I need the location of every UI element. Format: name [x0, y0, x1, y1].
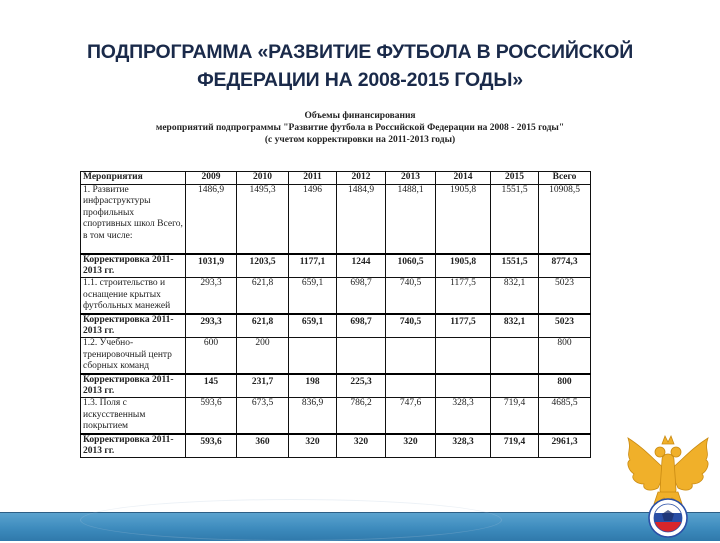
row-label: Корректировка 2011-2013 гг.: [81, 434, 186, 458]
cell-2009: 1031,9: [186, 254, 237, 278]
caption-line-2: мероприятий подпрограммы "Развитие футбола в Российской Федерации на 2008 - 2015 годы": [155, 123, 565, 133]
cell-2010: 621,8: [237, 314, 289, 338]
cell-2015: 832,1: [491, 314, 539, 338]
cell-2009: 293,3: [186, 278, 237, 314]
row-label: 1.2. Учебно-тренировочный центр сборных команд: [81, 338, 186, 374]
cell-2015: [491, 338, 539, 374]
cell-2014: 328,3: [436, 434, 491, 458]
cell-total: 10908,5: [539, 185, 591, 254]
slide-title-line-2: ФЕДЕРАЦИИ НА 2008-2015 ГОДЫ»: [197, 69, 523, 91]
cell-2009: 1486,9: [186, 185, 237, 254]
cell-2015: [491, 374, 539, 398]
cell-2014: 1177,5: [436, 278, 491, 314]
header-2009: 2009: [186, 172, 237, 185]
cell-2011: [289, 338, 337, 374]
header-2012: 2012: [337, 172, 386, 185]
cell-2014: [436, 338, 491, 374]
cell-2011: 198: [289, 374, 337, 398]
table-header-row: [81, 172, 591, 185]
table-row: [81, 338, 591, 374]
cell-2009: 593,6: [186, 434, 237, 458]
cell-2012: 698,7: [337, 314, 386, 338]
cell-2012: 320: [337, 434, 386, 458]
row-label: Корректировка 2011-2013 гг.: [81, 374, 186, 398]
cell-total: 800: [539, 374, 591, 398]
cell-2013: [386, 374, 436, 398]
cell-2009: 593,6: [186, 398, 237, 434]
cell-2013: 1060,5: [386, 254, 436, 278]
cell-2010: 200: [237, 338, 289, 374]
table-row-correction: [81, 254, 591, 278]
cell-2011: 320: [289, 434, 337, 458]
cell-2010: 1203,5: [237, 254, 289, 278]
cell-total: 5023: [539, 314, 591, 338]
cell-2013: 320: [386, 434, 436, 458]
cell-2014: 1905,8: [436, 185, 491, 254]
header-total: Всего: [539, 172, 591, 185]
cell-2014: 328,3: [436, 398, 491, 434]
footer-swoosh-decoration: [80, 499, 502, 541]
financing-table: [80, 171, 591, 458]
row-label: Корректировка 2011-2013 гг.: [81, 254, 186, 278]
cell-2012: 786,2: [337, 398, 386, 434]
cell-2010: 621,8: [237, 278, 289, 314]
cell-2015: 832,1: [491, 278, 539, 314]
cell-2015: 719,4: [491, 398, 539, 434]
cell-2013: [386, 338, 436, 374]
table-row-correction: [81, 314, 591, 338]
cell-2010: 231,7: [237, 374, 289, 398]
cell-2011: 1177,1: [289, 254, 337, 278]
cell-2013: 740,5: [386, 278, 436, 314]
header-2014: 2014: [436, 172, 491, 185]
cell-2012: 1484,9: [337, 185, 386, 254]
cell-2014: 1905,8: [436, 254, 491, 278]
cell-total: 2961,3: [539, 434, 591, 458]
cell-2012: [337, 338, 386, 374]
cell-2012: 698,7: [337, 278, 386, 314]
table-row-correction: [81, 374, 591, 398]
cell-2009: 145: [186, 374, 237, 398]
cell-2010: 673,5: [237, 398, 289, 434]
header-2010: 2010: [237, 172, 289, 185]
caption-line-1: Объемы финансирования: [304, 111, 416, 121]
cell-2011: 836,9: [289, 398, 337, 434]
cell-2011: 659,1: [289, 278, 337, 314]
cell-2015: 719,4: [491, 434, 539, 458]
row-label: 1.3. Поля с искусственным покрытием: [81, 398, 186, 434]
footer-band: [0, 512, 720, 541]
table-row: [81, 185, 591, 254]
rfs-emblem-icon: [618, 430, 718, 538]
caption-line-3: (с учетом корректировки на 2011-2013 годы): [264, 135, 456, 145]
header-2011: 2011: [289, 172, 337, 185]
cell-2013: 747,6: [386, 398, 436, 434]
header-events: Мероприятия: [81, 172, 186, 185]
table-row: [81, 278, 591, 314]
cell-2010: 360: [237, 434, 289, 458]
table-row-correction: [81, 434, 591, 458]
cell-2012: 1244: [337, 254, 386, 278]
cell-2015: 1551,5: [491, 254, 539, 278]
header-2015: 2015: [491, 172, 539, 185]
row-label: 1. Развитие инфраструктуры профильных спортивных школ Всего, в том числе:: [81, 185, 186, 254]
row-label: Корректировка 2011-2013 гг.: [81, 314, 186, 338]
cell-total: 4685,5: [539, 398, 591, 434]
cell-2009: 293,3: [186, 314, 237, 338]
slide-title: [0, 38, 720, 94]
cell-2011: 659,1: [289, 314, 337, 338]
cell-2011: 1496: [289, 185, 337, 254]
cell-total: 8774,3: [539, 254, 591, 278]
cell-2015: 1551,5: [491, 185, 539, 254]
slide-title-line-1: ПОДПРОГРАММА «РАЗВИТИЕ ФУТБОЛА В РОССИЙСКОЙ: [86, 41, 634, 63]
cell-2013: 740,5: [386, 314, 436, 338]
cell-2012: 225,3: [337, 374, 386, 398]
cell-total: 800: [539, 338, 591, 374]
header-2013: 2013: [386, 172, 436, 185]
table-row: [81, 398, 591, 434]
cell-2010: 1495,3: [237, 185, 289, 254]
cell-total: 5023: [539, 278, 591, 314]
cell-2009: 600: [186, 338, 237, 374]
cell-2013: 1488,1: [386, 185, 436, 254]
cell-2014: 1177,5: [436, 314, 491, 338]
cell-2014: [436, 374, 491, 398]
row-label: 1.1. строительство и оснащение крытых футбольных манежей: [81, 278, 186, 314]
table-caption: [100, 110, 620, 146]
